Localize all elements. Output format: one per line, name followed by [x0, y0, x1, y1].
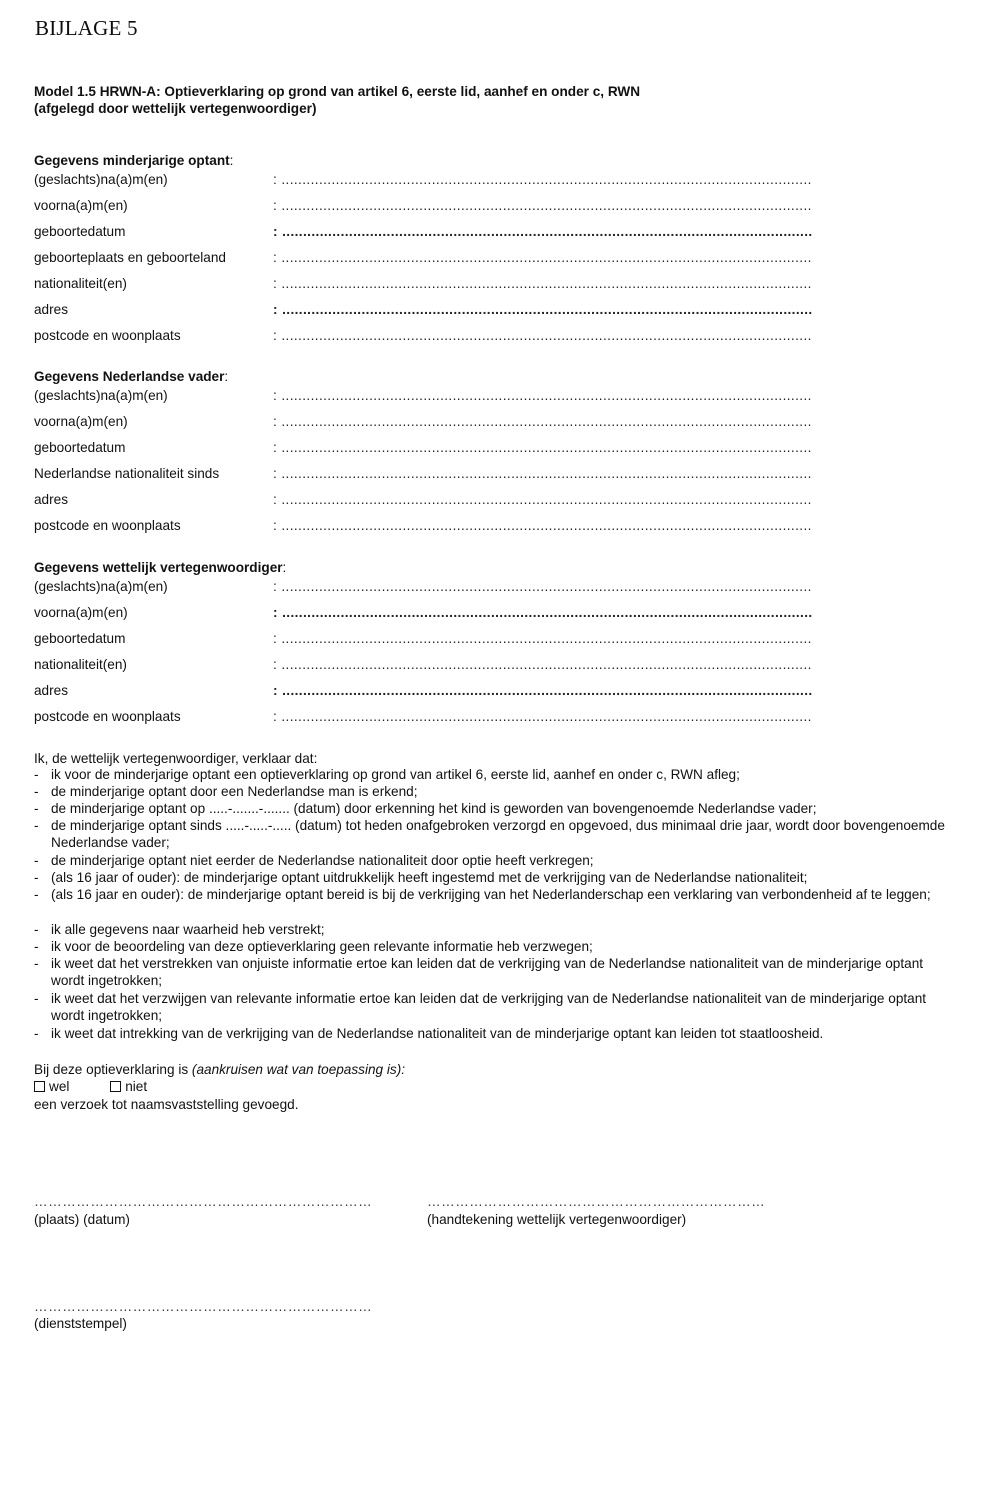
- field-input-line[interactable]: : ...............................................................................................................................: [273, 440, 812, 455]
- place-date-label: (plaats) (datum): [34, 1212, 130, 1227]
- field-input-line[interactable]: : ...............................................................................................................................: [273, 709, 812, 724]
- section-heading-vader: Gegevens Nederlandse vader:: [34, 369, 229, 384]
- attachment-intro: Bij deze optieverklaring is (aankruisen wat van toepassing is):: [34, 1062, 406, 1077]
- field-input-line[interactable]: : ...............................................................................................................................: [273, 492, 812, 507]
- field-input-line[interactable]: : ...............................................................................................................................: [273, 518, 812, 533]
- field-input-line[interactable]: : ...............................................................................................................................: [273, 466, 812, 481]
- field-input-line[interactable]: : ...............................................................................................................................: [273, 224, 813, 239]
- field-input-line[interactable]: : ...............................................................................................................................: [273, 328, 812, 343]
- declaration-item: - ik weet dat het verstrekken van onjuiste informatie ertoe kan leiden dat de verkrijging van de Nederlandse nationaliteit van de minderjarige optant wordt ingetrokken;: [34, 956, 924, 988]
- declaration-item: - (als 16 jaar of ouder): de minderjarige optant uitdrukkelijk heeft ingestemd met de verkrijging van de Nederlandse nationaliteit;: [34, 870, 808, 885]
- field-input-line[interactable]: : ...............................................................................................................................: [273, 414, 812, 429]
- field-input-line[interactable]: : ...............................................................................................................................: [273, 579, 812, 594]
- form-title: Model 1.5 HRWN-A: Optieverklaring op grond van artikel 6, eerste lid, aanhef en onder c, RWN: [34, 84, 641, 99]
- section-heading-optant: Gegevens minderjarige optant:: [34, 153, 234, 168]
- checkbox-icon[interactable]: [34, 1081, 45, 1092]
- declaration-item: - ik alle gegevens naar waarheid heb verstrekt;: [34, 922, 325, 937]
- declaration-intro: Ik, de wettelijk vertegenwoordiger, verklaar dat:: [34, 751, 318, 766]
- field-label: voorna(a)m(en): [34, 198, 128, 213]
- field-input-line[interactable]: : ...............................................................................................................................: [273, 198, 812, 213]
- field-label: (geslachts)na(a)m(en): [34, 579, 168, 594]
- declaration-item: - de minderjarige optant sinds .....-.....-..... (datum) tot heden onafgebroken verzorgd en opgevoed, dus minimaal drie jaar, wordt door bovengenoemde Nederlandse vader;: [34, 818, 945, 850]
- field-label: nationaliteit(en): [34, 657, 127, 672]
- field-label: Nederlandse nationaliteit sinds: [34, 466, 220, 481]
- field-label: nationaliteit(en): [34, 276, 127, 291]
- field-label: geboortedatum: [34, 631, 126, 646]
- field-input-line[interactable]: : ...............................................................................................................................: [273, 605, 813, 620]
- option-niet[interactable]: niet: [110, 1079, 147, 1094]
- field-input-line[interactable]: : ...............................................................................................................................: [273, 631, 812, 646]
- field-label: postcode en woonplaats: [34, 518, 181, 533]
- field-input-line[interactable]: : ...............................................................................................................................: [273, 302, 813, 317]
- field-input-line[interactable]: : ...............................................................................................................................: [273, 388, 812, 403]
- declaration-item: - de minderjarige optant op .....-.......-....... (datum) door erkenning het kind is geworden van bovengenoemde Nederlandse vader;: [34, 801, 817, 816]
- field-label: geboortedatum: [34, 440, 126, 455]
- declaration-item: - de minderjarige optant door een Nederlandse man is erkend;: [34, 784, 418, 799]
- signature-line[interactable]: ………………………………………………………………: [427, 1194, 766, 1209]
- field-label: geboorteplaats en geboorteland: [34, 250, 226, 265]
- field-input-line[interactable]: : ...............................................................................................................................: [273, 276, 812, 291]
- field-input-line[interactable]: : ...............................................................................................................................: [273, 250, 812, 265]
- field-input-line[interactable]: : ...............................................................................................................................: [273, 683, 813, 698]
- field-input-line[interactable]: : ...............................................................................................................................: [273, 172, 812, 187]
- section-heading-vertegenwoordiger: Gegevens wettelijk vertegenwoordiger:: [34, 560, 287, 575]
- declaration-item: - de minderjarige optant niet eerder de Nederlandse nationaliteit door optie heeft verkregen;: [34, 853, 594, 868]
- field-label: voorna(a)m(en): [34, 605, 128, 620]
- document-heading: BIJLAGE 5: [35, 16, 138, 40]
- stamp-line[interactable]: ………………………………………………………………: [34, 1299, 373, 1314]
- declaration-item: - ik weet dat het verzwijgen van relevante informatie ertoe kan leiden dat de verkrijging van de Nederlandse nationaliteit van de minderjarige optant wordt ingetrokken;: [34, 991, 927, 1023]
- signature-label: (handtekening wettelijk vertegenwoordiger): [427, 1212, 687, 1227]
- field-label: voorna(a)m(en): [34, 414, 128, 429]
- checkbox-icon[interactable]: [110, 1081, 121, 1092]
- place-date-line[interactable]: ………………………………………………………………: [34, 1194, 373, 1209]
- declaration-item: - ik weet dat intrekking van de verkrijging van de Nederlandse nationaliteit van de minderjarige optant kan leiden tot staatloosheid.: [34, 1026, 824, 1041]
- field-input-line[interactable]: : ...............................................................................................................................: [273, 657, 812, 672]
- declaration-item: - ik voor de beoordeling van deze optieverklaring geen relevante informatie heb verzwegen;: [34, 939, 593, 954]
- field-label: adres: [34, 492, 69, 507]
- declaration-item: - (als 16 jaar en ouder): de minderjarige optant bereid is bij de verkrijging van het Nederlanderschap een verklaring van verbondenheid af te leggen;: [34, 887, 931, 902]
- stamp-label: (dienststempel): [34, 1316, 127, 1331]
- field-label: postcode en woonplaats: [34, 328, 181, 343]
- field-label: adres: [34, 302, 69, 317]
- field-label: postcode en woonplaats: [34, 709, 181, 724]
- field-label: adres: [34, 683, 69, 698]
- declaration-item: - ik voor de minderjarige optant een optieverklaring op grond van artikel 6, eerste lid, aanhef en onder c, RWN afleg;: [34, 767, 740, 782]
- field-label: (geslachts)na(a)m(en): [34, 388, 168, 403]
- attachment-outro: een verzoek tot naamsvaststelling gevoegd.: [34, 1097, 299, 1112]
- attachment-options: [34, 1079, 147, 1094]
- field-label: (geslachts)na(a)m(en): [34, 172, 168, 187]
- field-label: geboortedatum: [34, 224, 126, 239]
- form-subtitle: (afgelegd door wettelijk vertegenwoordiger): [34, 101, 317, 116]
- option-wel[interactable]: wel: [34, 1079, 69, 1094]
